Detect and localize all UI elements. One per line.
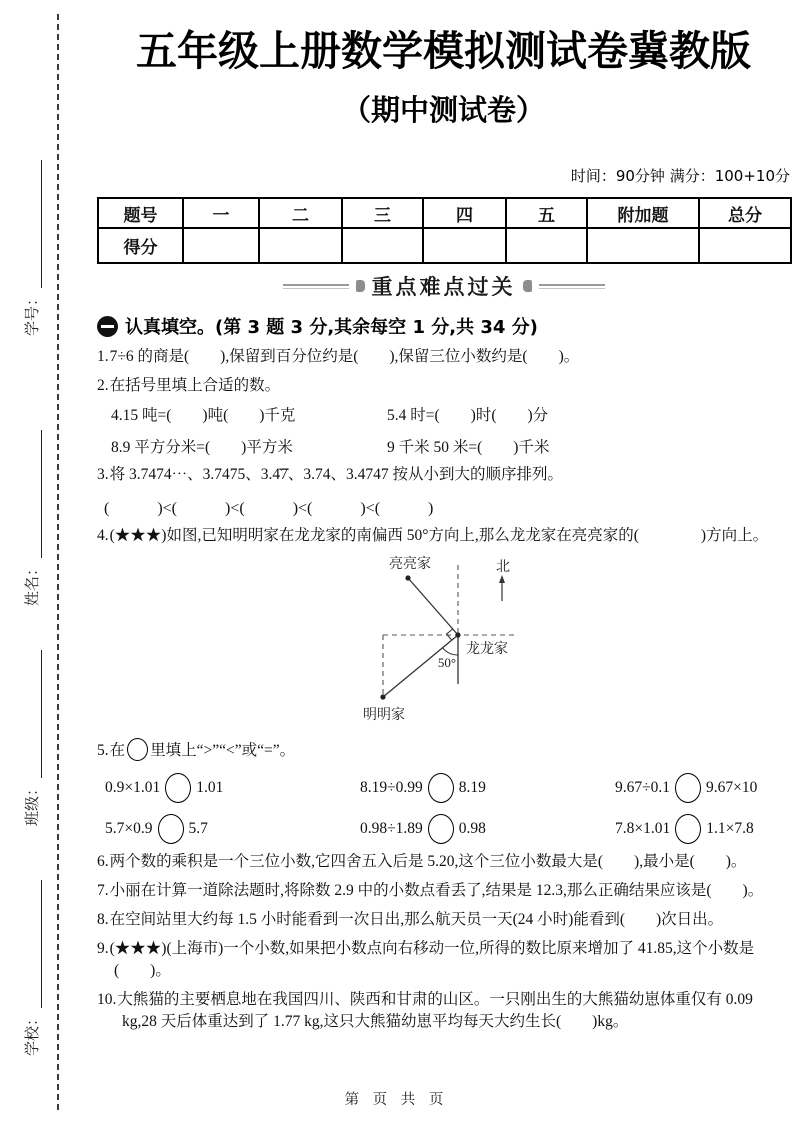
paper-main: [97, 0, 790, 1033]
question-2-number: 2.: [97, 377, 109, 395]
banner-right-line: [539, 284, 605, 289]
score-cell: [587, 228, 699, 263]
compare-circle-icon: [165, 773, 191, 803]
question-3-answer-line: ( )<( )<( )<( )<( ): [104, 500, 434, 518]
compare-circle-icon: [675, 773, 701, 803]
question-10-text: 大熊猫的主要栖息地在我国四川、陕西和甘肃的山区。一只刚出生的大熊猫幼崽体重仅有 0.09 kg,28 天后体重达到了 1.77 kg,这只大熊猫幼崽平均每天大约生长( )kg。: [117, 991, 753, 1031]
class-label: 班级：: [25, 780, 41, 826]
score-row-label: 得分: [98, 228, 183, 263]
banner-title: 重点难点过关: [371, 275, 516, 300]
comparison-left: 5.7×0.9: [105, 820, 153, 838]
question-2-item: 9 千米 50 米=( )千米: [387, 439, 550, 457]
question-6-number: 6.: [97, 853, 109, 871]
section-1-title: 认真填空。(第 3 题 3 分,其余每空 1 分,共 34 分): [125, 317, 538, 339]
comparison-item: [105, 773, 360, 803]
comparison-right: 0.98: [458, 820, 486, 838]
school-label: 学校：: [25, 1010, 41, 1056]
longlong-home-label: 龙龙家: [466, 642, 508, 658]
question-9-number: 9.: [97, 940, 109, 958]
comparison-right: 1.1×7.8: [706, 820, 754, 838]
key-points-banner: [97, 271, 790, 301]
comparison-right: 1.01: [196, 779, 224, 797]
question-2-item: 5.4 时=( )时( )分: [387, 407, 549, 425]
section-icon-bar: [101, 325, 114, 328]
mingming-home-label: 明明家: [363, 708, 405, 724]
score-table-header: 一: [183, 198, 259, 228]
compare-circle-icon: [675, 814, 701, 844]
angle-arc: [443, 648, 458, 655]
student-name-field: [18, 356, 42, 606]
comparison-item: [615, 773, 790, 803]
comparison-item: [360, 773, 615, 803]
exam-time-score-meta: 时间：90分钟 满分：100+10分: [570, 167, 790, 186]
liangliang-point: [405, 576, 410, 581]
compare-circle-icon: [428, 773, 454, 803]
question-5: [97, 738, 790, 762]
page-subtitle: （期中测试卷）: [341, 93, 545, 128]
comparison-left: 7.8×1.01: [615, 820, 671, 838]
banner-left-line: [283, 284, 349, 289]
comparison-item: [615, 814, 790, 844]
mingming-point: [380, 695, 385, 700]
comparison-left: 8.19÷0.99: [360, 779, 423, 797]
score-cell: [183, 228, 259, 263]
question-2: [97, 375, 790, 397]
question-7: [97, 880, 790, 902]
question-1-text: 7÷6 的商是( ),保留到百分位约是( ),保留三位小数约是( )。: [109, 348, 580, 366]
score-table-header: 四: [423, 198, 506, 228]
score-table-header: 附加题: [587, 198, 699, 228]
question-10-number: 10.: [97, 991, 117, 1009]
question-3-number: 3.: [97, 466, 109, 484]
question-5-row-1: [105, 773, 790, 803]
compare-circle-icon: [158, 814, 184, 844]
question-8-number: 8.: [97, 911, 109, 929]
question-2-item: 8.9 平方分米=( )平方米: [111, 439, 293, 457]
question-5-number: 5.: [97, 742, 109, 760]
student-id-label: 学号：: [25, 290, 41, 336]
section-number-one-icon: [97, 316, 118, 337]
north-arrow-head-icon: [499, 575, 505, 583]
question-2-text: 在括号里填上合适的数。: [109, 377, 281, 395]
comparison-left: 0.9×1.01: [105, 779, 161, 797]
question-5-row-2: [105, 814, 790, 844]
compare-circle-icon: [127, 738, 148, 761]
question-7-text: 小丽在计算一道除法题时,将除数 2.9 中的小数点看丢了,结果是 12.3,那么正确结果应该是( )。: [109, 882, 764, 900]
angle-label: 50°: [437, 655, 457, 671]
compare-circle-icon: [428, 814, 454, 844]
score-table-header: 三: [342, 198, 423, 228]
student-id-blank-line: [26, 160, 42, 288]
question-4-text: (★★★)如图,已知明明家在龙龙家的南偏西 50°方向上,那么龙龙家在亮亮家的( )方向上。: [109, 527, 769, 545]
question-10: [97, 989, 790, 1033]
comparison-item: [105, 814, 360, 844]
question-6: [97, 851, 790, 873]
banner-right-ornament-icon: [523, 280, 532, 292]
school-field: [18, 806, 42, 1056]
question-6-text: 两个数的乘积是一个三位小数,它四舍五入后是 5.20,这个三位小数最大是( ),最小是( )。: [109, 853, 747, 871]
comparison-right: 8.19: [458, 779, 486, 797]
direction-diagram: [330, 551, 620, 731]
question-2-items: [111, 403, 790, 457]
question-1-number: 1.: [97, 348, 109, 366]
page-footer: 第 页 共 页: [344, 1092, 449, 1108]
line-to-liangliang: [408, 578, 458, 635]
question-5-text-after: 里填上“>”“<”或“=”。: [150, 742, 296, 760]
question-2-item: 4.15 吨=( )吨( )千克: [111, 407, 296, 425]
comparison-right: 9.67×10: [706, 779, 758, 797]
question-7-number: 7.: [97, 882, 109, 900]
question-1: [97, 346, 790, 368]
score-cell: [259, 228, 342, 263]
score-table: [97, 197, 792, 264]
question-9: [97, 938, 790, 982]
score-table-header: 二: [259, 198, 342, 228]
question-9-text: (★★★)(上海市)一个小数,如果把小数点向右移动一位,所得的数比原来增加了 41.85,这个小数是( )。: [109, 940, 755, 980]
section-1-header: [97, 313, 790, 339]
question-3-text: 将 3.7474⋯、3.7475、3.4̇7̇、3.74、3.4747 按从小到大的顺序排列。: [109, 466, 564, 484]
score-cell: [342, 228, 423, 263]
score-table-header: 题号: [98, 198, 183, 228]
question-5-text-before: 在: [109, 742, 126, 760]
score-table-header: 五: [506, 198, 587, 228]
score-cell: [423, 228, 506, 263]
diagram-north-label: 北: [496, 560, 510, 576]
question-3: [97, 464, 790, 486]
longlong-point: [455, 633, 460, 638]
comparison-right: 5.7: [188, 820, 208, 838]
student-id-field: [18, 86, 42, 336]
student-name-blank-line: [26, 430, 42, 558]
class-field: [18, 576, 42, 826]
score-cell: [506, 228, 587, 263]
score-table-header-row: [98, 198, 791, 228]
question-8: [97, 909, 790, 931]
comparison-left: 0.98÷1.89: [360, 820, 423, 838]
liangliang-home-label: 亮亮家: [389, 557, 431, 573]
comparison-left: 9.67÷0.1: [615, 779, 671, 797]
score-table-score-row: [98, 228, 791, 263]
score-cell: [699, 228, 791, 263]
banner-left-ornament-icon: [356, 280, 365, 292]
comparison-item: [360, 814, 615, 844]
school-blank-line: [26, 880, 42, 1008]
question-4: [97, 525, 790, 547]
score-table-header: 总分: [699, 198, 791, 228]
seal-dashed-line: [57, 14, 59, 1110]
question-4-number: 4.: [97, 527, 109, 545]
page-title: 五年级上册数学模拟测试卷冀教版: [136, 27, 751, 75]
question-8-text: 在空间站里大约每 1.5 小时能看到一次日出,那么航天员一天(24 小时)能看到( )次日出。: [109, 911, 724, 929]
student-name-label: 姓名：: [25, 560, 41, 606]
class-blank-line: [26, 650, 42, 778]
